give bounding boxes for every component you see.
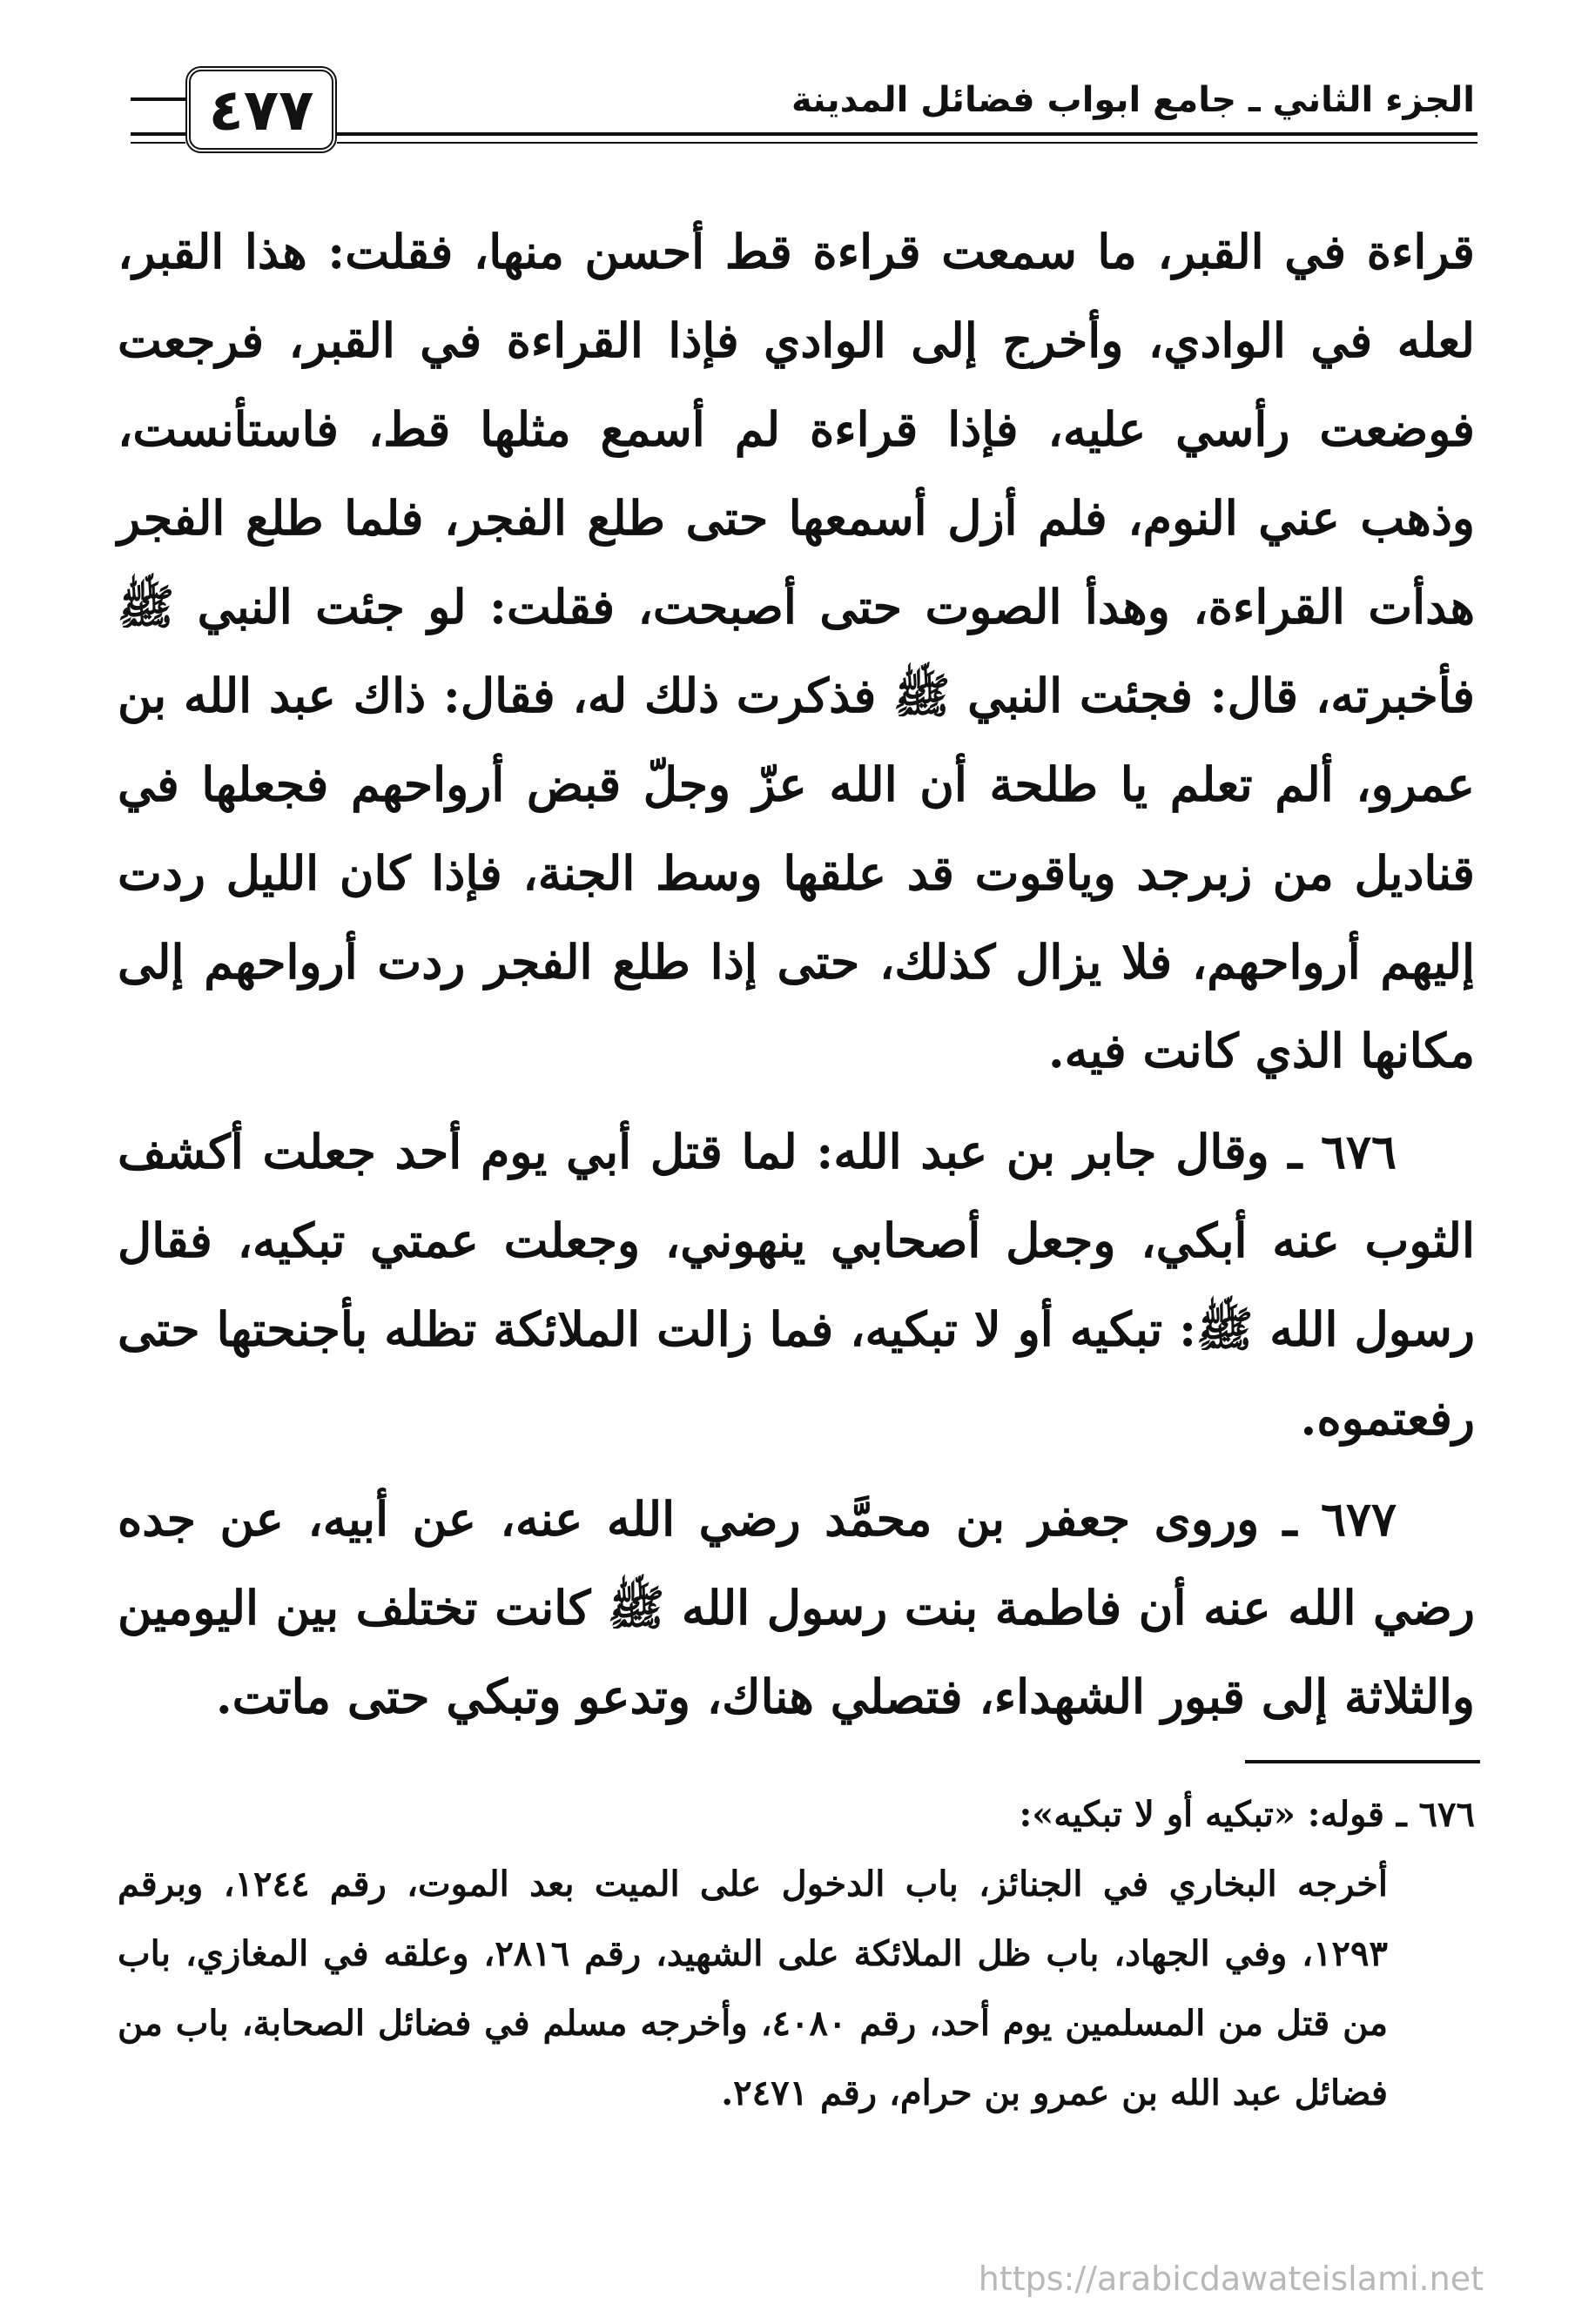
hadith-677: ٦٧٧ ـ وروى جعفر بن محمَّد رضي الله عنه، عن أبيه، عن جده رضي الله عنه أن فاطمة بنت رسول الله ﷺ كانت تختلف بين اليومين والثلاثة إلى قبور الشهداء، فتصلي هناك، وتدعو وتبكي حتى ماتت. xyxy=(118,1491,1475,1724)
footnote-heading: ٦٧٦ ـ قوله: «تبكيه أو لا تبكيه»: xyxy=(1019,1794,1475,1835)
main-text xyxy=(118,207,1475,1753)
header-rule-left-bottom xyxy=(131,142,185,144)
header-rule-right-bottom xyxy=(337,142,1477,144)
running-header-title: الجزء الثاني ـ جامع ابواب فضائل المدينة xyxy=(791,80,1475,120)
watermark-url: https://arabicdawateislami.net xyxy=(978,2260,1484,2298)
header-rule-top xyxy=(131,97,185,101)
footnotes xyxy=(118,1780,1475,2128)
hadith-676: ٦٧٦ ـ وقال جابر بن عبد الله: لما قتل أبي يوم أحد جعلت أكشف الثوب عنه أبكي، وجعل أصحابي ينهوني، وجعلت عمتي تبكيه، فقال رسول الله ﷺ: تبكيه أو لا تبكيه، فما زالت الملائكة تظله بأجنحتها حتى رفعتموه. xyxy=(118,1124,1475,1446)
header-rule-left-top xyxy=(131,132,185,136)
header-rule-right-top xyxy=(337,132,1477,136)
footnote-text: أخرجه البخاري في الجنائز، باب الدخول على الميت بعد الموت، رقم ١٢٤٤، وبرقم ١٢٩٣، وفي الجهاد، باب ظل الملائكة على الشهيد، رقم ٢٨١٦، وعلقه في المغازي، باب من قتل من المسلمين يوم أحد، رقم ٤٠٨٠، وأخرجه مسلم في فضائل الصحابة، باب من فضائل عبد الله بن عمرو بن حرام، رقم ٢٤٧١. xyxy=(118,1864,1388,2113)
page-number: ٤٧٧ xyxy=(185,66,337,153)
page-header xyxy=(0,0,1575,183)
paragraph-continuation: قراءة في القبر، ما سمعت قراءة قط أحسن منها، فقلت: هذا القبر، لعله في الوادي، وأخرج إلى الوادي فإذا القراءة في القبر، فرجعت فوضعت رأسي عليه، فإذا قراءة لم أسمع مثلها قط، فاستأنست، وذهب عني النوم، فلم أزل أسمعها حتى طلع الفجر، فلما طلع الفجر هدأت القراءة، وهدأ الصوت حتى أصبحت، فقلت: لو جئت النبي ﷺ فأخبرته، قال: فجئت النبي ﷺ فذكرت ذلك له، فقال: ذاك عبد الله بن عمرو، ألم تعلم يا طلحة أن الله عزّ وجلّ قبض أرواحهم فجعلها في قناديل من زبرجد وياقوت قد علقها وسط الجنة، فإذا كان الليل ردت إليهم أرواحهم، فلا يزال كذلك، حتى إذا طلع الفجر ردت أرواحهم إلى مكانها الذي كانت فيه. xyxy=(118,224,1475,1078)
footnote-separator xyxy=(1245,1760,1480,1763)
